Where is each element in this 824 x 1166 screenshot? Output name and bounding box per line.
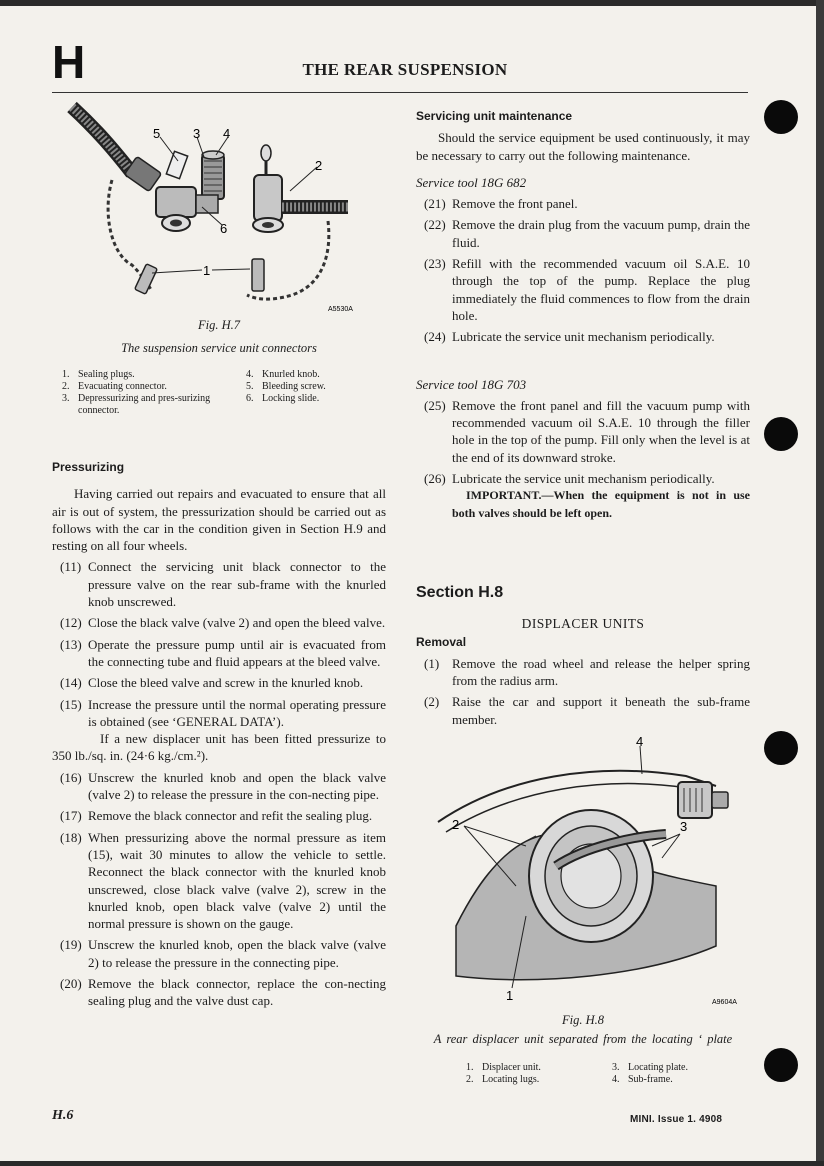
binder-hole [764,1048,798,1082]
pressurizing-heading: Pressurizing [52,460,125,474]
scan-top-edge [0,0,824,6]
pressurizing-steps [52,558,386,1009]
callout-5: 5 [153,126,161,141]
step-18: (18) When pressurizing above the normal pressure as item (15), wait 30 minutes to allow the vehicle to settle. Reconnect the black connector with the knurled knob unscrewed, close black valve (valve 2), screw in the knurled knob, open black valve (valve 2) until the normal pressure is shown on the gauge. [60,829,386,932]
callout-1: 1 [203,263,211,278]
figure-legend [62,369,386,417]
scan-bottom-edge [0,1161,824,1166]
callout-4: 4 [636,736,644,750]
scan-right-edge [816,0,824,1166]
service-tool-682: Service tool 18G 682 [416,174,527,190]
right-column [416,108,750,1086]
step-13: (13) Operate the pressure pump until air is evacuated from the connecting tube and fluid appears at the bleed valve. [60,636,386,669]
figure-h8 [416,736,750,1086]
callout-2: 2 [315,158,323,173]
binder-hole [764,100,798,134]
legend-item: 3. Locating plate. [612,1062,688,1074]
callout-3: 3 [680,819,688,835]
legend-item: 1. Displacer unit. [466,1062,541,1074]
connectors-illustration [52,95,386,317]
step-17: (17) Remove the black connector and refit the sealing plug. [60,808,373,824]
callout-6: 6 [220,221,228,236]
page-number: H.6 [52,1108,74,1123]
important-note: IMPORTANT.—When the equipment is not in use both valves should be left open. [452,488,750,520]
figure-caption: The suspension service unit connectors [121,341,317,355]
legend-item: 2. Evacuating connector. [62,381,167,392]
figure-code: A5530A [328,306,353,313]
step-26: (26) Lubricate the service unit mechanism periodically. [424,471,715,487]
step-14: (14) Close the bleed valve and screw in the knurled knob. [60,675,364,691]
binder-hole [764,417,798,451]
legend-item: 4. Sub-frame. [612,1074,673,1086]
legend-item: 3. Depressurizing and pres-surizing connector. [62,393,211,416]
callout-1: 1 [506,988,514,1004]
left-column [52,95,386,1010]
callout-2: 2 [452,817,460,833]
step-1: (1) Remove the road wheel and release the helper spring from the radius arm. [424,655,750,689]
legend-item: 6. Locking slide. [246,393,320,404]
callout-4: 4 [223,126,231,141]
step-20: (20) Remove the black connector, replace the con-necting sealing plug and the valve dust cap. [60,976,386,1009]
legend-item: 4. Knurled knob. [246,369,320,380]
servicing-intro: Should the service equipment be used continuously, it may be necessary to carry out the following maintenance. [416,130,750,163]
step-15: (15) Increase the pressure until the normal operating pressure is obtained (see ‘GENERAL DATA’). [60,696,386,729]
binder-hole [764,731,798,765]
step-25: (25) Remove the front panel and fill the vacuum pump with recommended vacuum oil S.A.E. 10 through the filler hole in the top of the pump. Fill only when the level is at the end of its downward stroke. [424,397,750,465]
issue-info: MINI. Issue 1. 4908 [630,1114,723,1125]
figure-caption: A rear displacer unit separated from the locating ‘ plate [433,1032,733,1047]
legend-item: 1. Sealing plugs. [62,369,135,380]
figure-label: Fig. H.8 [561,1013,604,1028]
step-12: (12) Close the black valve (valve 2) and open the bleed valve. [60,615,386,631]
removal-heading: Removal [416,634,467,649]
step-22: (22) Remove the drain plug from the vacuum pump, drain the fluid. [424,217,750,250]
legend-item: 2. Locating lugs. [466,1074,540,1086]
step-15-continuation: If a new displacer unit has been fitted pressurize to 350 lb./sq. in. (24·6 kg./cm.²). [52,731,386,764]
figure-code: A9604A [712,999,737,1007]
title-rule [52,92,748,93]
page-title: THE REAR SUSPENSION [302,60,508,79]
step-16: (16) Unscrew the knurled knob and open the black valve (valve 2) to release the pressure in the con-necting pipe. [60,769,386,803]
servicing-heading: Servicing unit maintenance [416,109,573,123]
displacer-units-title: DISPLACER UNITS [521,616,645,632]
section-letter: H [52,36,86,88]
figure-h7 [52,95,386,417]
section-h8-heading: Section H.8 [416,583,504,601]
step-21: (21) Remove the front panel. [424,196,578,212]
displacer-illustration [416,736,750,1008]
service-tool-703: Service tool 18G 703 [416,376,527,392]
figure-legend [466,1062,750,1086]
legend-item: 5. Bleeding screw. [246,381,326,392]
pressurizing-intro: Having carried out repairs and evacuated to ensure that all air is out of system, the pressurization should be carried out as follows with the car in the condition given in Section H.9 and resting on all four wheels. [52,486,386,554]
figure-label: Fig. H.7 [197,318,240,332]
callout-3: 3 [193,126,201,141]
step-11: (11) Connect the servicing unit black connector to the pressure valve on the rear sub-frame with the knurled knob unscrewed. [60,559,386,610]
step-2: (2) Raise the car and support it beneath the sub-frame member. [424,694,750,727]
step-23: (23) Refill with the recommended vacuum oil S.A.E. 10 through the top of the pump. Replace the plug immediately the fluid commences to flow from the drain hole. [424,256,750,323]
step-19: (19) Unscrew the knurled knob, open the black valve (valve 2) to release the pressure in the connecting pipe. [60,937,386,970]
step-24: (24) Lubricate the service unit mechanism periodically. [424,329,715,345]
